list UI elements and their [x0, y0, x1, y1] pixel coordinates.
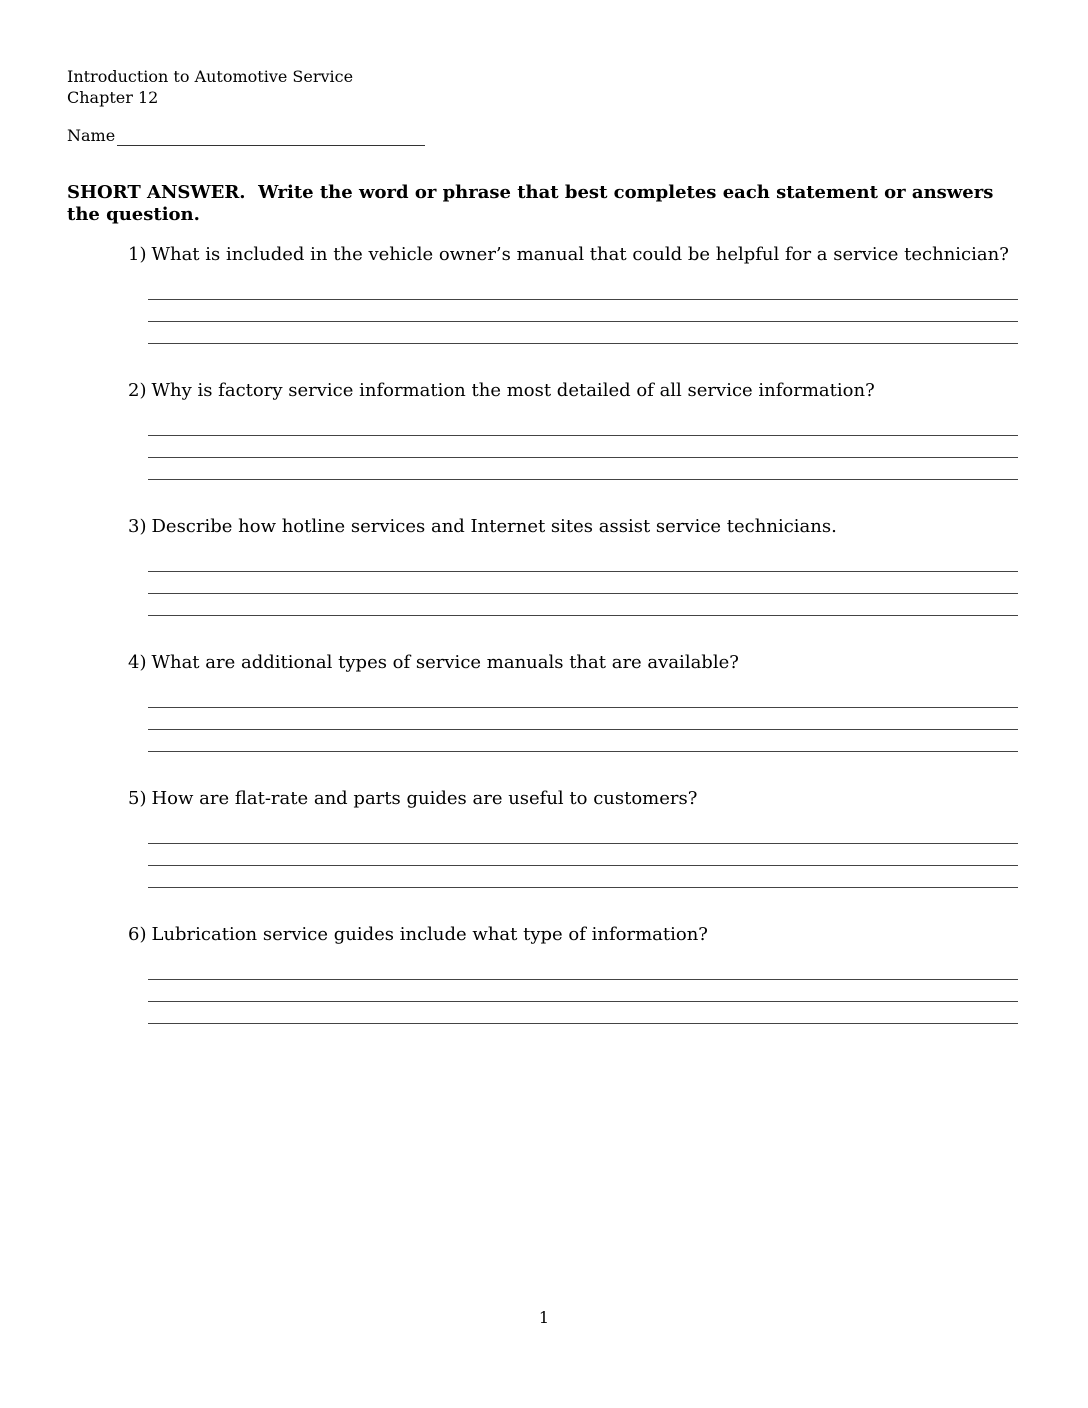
answer-blank-line [148, 708, 1018, 730]
questions [128, 244, 1018, 1024]
answer-area [148, 822, 1018, 888]
question-text [128, 788, 1018, 810]
question-block [128, 924, 1018, 1024]
answer-blank-line [148, 436, 1018, 458]
question-number: 1) [128, 244, 147, 265]
answer-blank-line [148, 322, 1018, 344]
name-blank-line [117, 127, 425, 146]
question-number: 4) [128, 652, 147, 673]
question-prompt: What is included in the vehicle owner’s manual that could be helpful for a service technician? [151, 244, 1009, 265]
answer-area [148, 550, 1018, 616]
answer-area [148, 278, 1018, 344]
course-title: Introduction to Automotive Service [67, 67, 354, 86]
answer-blank-line [148, 572, 1018, 594]
page-number: 1 [538, 1308, 550, 1327]
section-instructions: SHORT ANSWER. Write the word or phrase that best completes each statement or answers the question. [67, 182, 1000, 225]
question-block [128, 380, 1018, 480]
answer-area [148, 414, 1018, 480]
answer-blank-line [148, 594, 1018, 616]
question-prompt: What are additional types of service manuals that are available? [151, 652, 739, 673]
name-label: Name [67, 126, 116, 145]
answer-blank-line [148, 866, 1018, 888]
answer-blank-line [148, 822, 1018, 844]
question-number: 5) [128, 788, 147, 809]
question-text [128, 380, 1018, 402]
question-prompt: Describe how hotline services and Internet sites assist service technicians. [151, 516, 837, 537]
question-prompt: Why is factory service information the most detailed of all service information? [151, 380, 875, 401]
answer-blank-line [148, 278, 1018, 300]
answer-blank-line [148, 980, 1018, 1002]
answer-blank-line [148, 550, 1018, 572]
question-block [128, 516, 1018, 616]
question-text [128, 924, 1018, 946]
answer-area [148, 686, 1018, 752]
answer-blank-line [148, 730, 1018, 752]
question-prompt: Lubrication service guides include what type of information? [151, 924, 708, 945]
name-row [67, 125, 1018, 146]
answer-blank-line [148, 1002, 1018, 1024]
answer-blank-line [148, 458, 1018, 480]
chapter-title: Chapter 12 [67, 88, 159, 107]
question-block [128, 244, 1018, 344]
question-block [128, 652, 1018, 752]
answer-blank-line [148, 844, 1018, 866]
answer-blank-line [148, 958, 1018, 980]
answer-blank-line [148, 300, 1018, 322]
question-number: 3) [128, 516, 147, 537]
question-number: 6) [128, 924, 147, 945]
question-text [128, 244, 1018, 266]
question-text [128, 652, 1018, 674]
answer-blank-line [148, 686, 1018, 708]
question-text [128, 516, 1018, 538]
answer-area [148, 958, 1018, 1024]
question-number: 2) [128, 380, 147, 401]
question-block [128, 788, 1018, 888]
answer-blank-line [148, 414, 1018, 436]
question-prompt: How are flat-rate and parts guides are useful to customers? [151, 788, 698, 809]
